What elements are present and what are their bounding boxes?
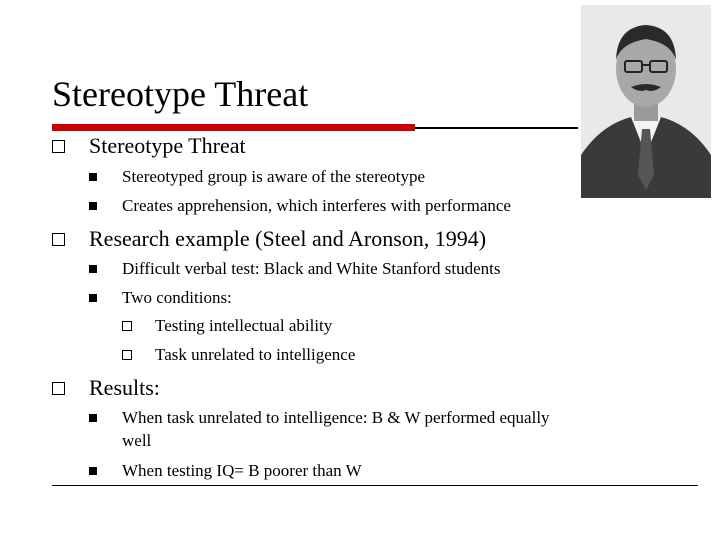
- solid-square-bullet-icon: [89, 294, 97, 302]
- solid-square-bullet-icon: [89, 265, 97, 273]
- sub-sub-bullet-text: Testing intellectual ability: [155, 316, 333, 335]
- portrait-photo: [581, 5, 711, 198]
- bullet-text: Research example (Steel and Aronson, 1994): [89, 226, 487, 251]
- title-underline-black: [415, 127, 578, 129]
- sub-bullet-text: Stereotyped group is aware of the stereotype: [122, 167, 426, 186]
- hollow-square-bullet-icon: [52, 140, 65, 153]
- hollow-square-bullet-icon: [52, 382, 65, 395]
- hollow-square-bullet-icon: [122, 350, 132, 360]
- title-underline-red: [52, 124, 415, 131]
- bottom-rule: [52, 485, 698, 486]
- hollow-square-bullet-icon: [122, 321, 132, 331]
- sub-bullet-text: Creates apprehension, which interferes with performance: [122, 196, 511, 215]
- bullet-text: Results:: [89, 375, 160, 400]
- solid-square-bullet-icon: [89, 467, 97, 475]
- sub-bullet-continuation: well: [122, 431, 152, 450]
- solid-square-bullet-icon: [89, 414, 97, 422]
- bullet-text: Stereotype Threat: [89, 133, 246, 158]
- solid-square-bullet-icon: [89, 173, 97, 181]
- sub-bullet-text: Two conditions:: [122, 288, 232, 307]
- hollow-square-bullet-icon: [52, 233, 65, 246]
- solid-square-bullet-icon: [89, 202, 97, 210]
- portrait-icon: [581, 5, 711, 198]
- sub-bullet-text: Difficult verbal test: Black and White Stanford students: [122, 259, 501, 278]
- sub-bullet-text: When task unrelated to intelligence: B & W performed equally: [122, 408, 550, 427]
- sub-bullet-text: When testing IQ= B poorer than W: [122, 461, 362, 480]
- slide-title: Stereotype Threat: [52, 74, 309, 114]
- sub-sub-bullet-text: Task unrelated to intelligence: [155, 345, 356, 364]
